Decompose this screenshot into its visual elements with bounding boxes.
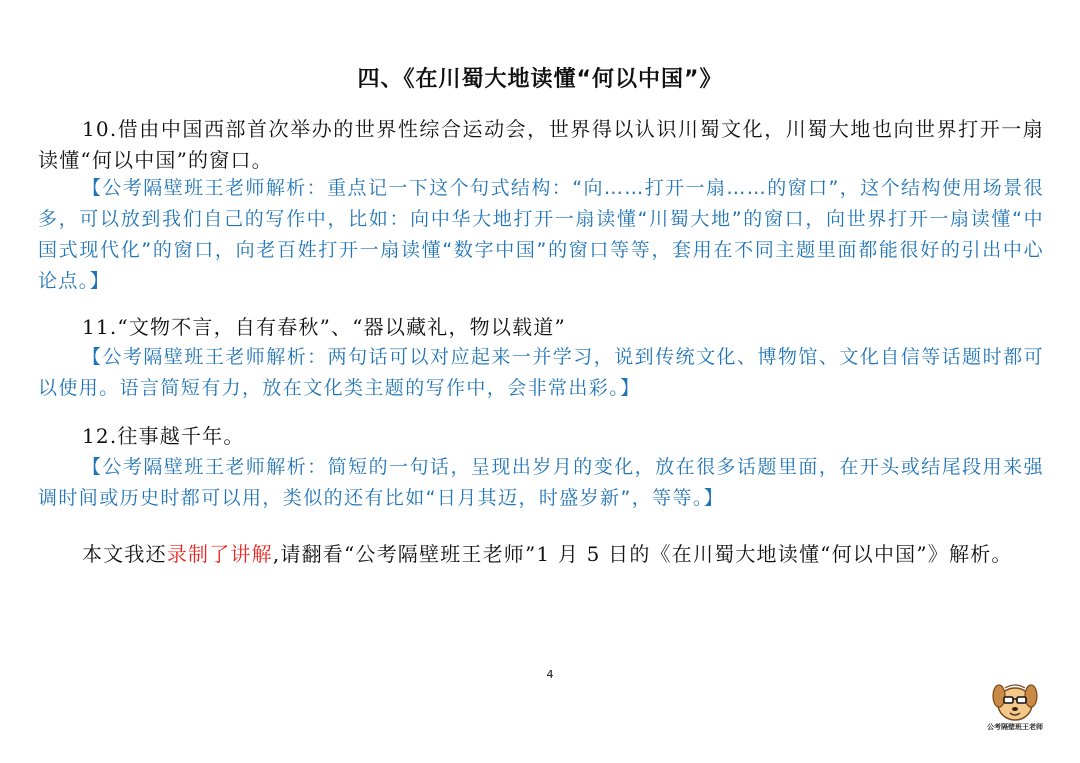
logo-caption: 公考隔壁班王老师	[987, 723, 1043, 731]
item-10-analysis: 【公考隔壁班王老师解析：重点记一下这个句式结构：“向……打开一扇……的窗口”，这个结构使用场景很多，可以放到我们自己的写作中，比如：向中华大地打开一扇读懂“川蜀大地”的窗口，向世界打开一扇读懂“中国式现代化”的窗口，向老百姓打开一扇读懂“数字中国”的窗口等等，套用在不同主题里面都能很好的引出中心论点。】	[38, 177, 1044, 292]
item-12-text: 12.往事越千年。	[82, 424, 245, 448]
note-highlight: 录制了讲解	[166, 542, 273, 566]
section-heading: 四、《在川蜀大地读懂“何以中国”》	[357, 67, 723, 92]
item-11-text: 11.“文物不言，自有春秋”、“器以藏礼，物以载道”	[82, 315, 566, 339]
note-after: ,请翻看“公考隔壁班王老师”1 月 5 日的《在川蜀大地读懂“何以中国”》解析。	[272, 542, 1013, 566]
item-10-text: 10.借由中国西部首次举办的世界性综合运动会，世界得以认识川蜀文化，川蜀大地也向世界打开一扇读懂“何以中国”的窗口。	[38, 117, 1044, 172]
recording-note	[38, 539, 1044, 570]
note-before: 本文我还	[82, 542, 167, 566]
page-number: 4	[546, 668, 554, 681]
item-11-analysis: 【公考隔壁班王老师解析：两句话可以对应起来一并学习，说到传统文化、博物馆、文化自信等话题时都可以使用。语言简短有力，放在文化类主题的写作中，会非常出彩。】	[38, 346, 1044, 399]
item-12-analysis: 【公考隔壁班王老师解析：简短的一句话，呈现出岁月的变化，放在很多话题里面，在开头或结尾段用来强调时间或历史时都可以用，类似的还有比如“日月其迈，时盛岁新”，等等。】	[38, 456, 1044, 509]
cartoon-dog-with-glasses-icon	[985, 678, 1045, 748]
